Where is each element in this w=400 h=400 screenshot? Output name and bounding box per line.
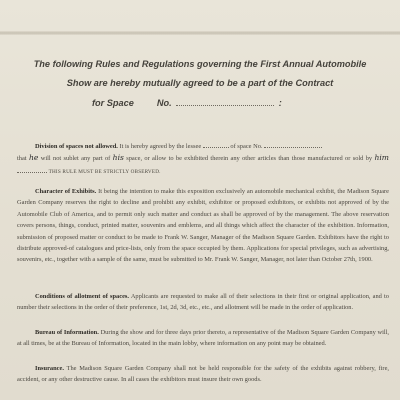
section-heading: Character of Exhibits. bbox=[35, 188, 97, 195]
section-text: will not sublet any part of bbox=[40, 155, 111, 163]
section-text: During the show and for three days prior thereto, a representative of the Madison Square Garden Company will, at all times, be at the Bureau of Information, located in the main lobby, where information on any point may be obtained. bbox=[17, 329, 390, 348]
space-number-blank bbox=[176, 97, 274, 106]
section-conditions-of-allotment bbox=[17, 291, 389, 314]
title-line-2: Show are hereby mutually agreed to be a part of the Contract bbox=[66, 78, 334, 88]
blank bbox=[203, 140, 229, 148]
section-division-of-spaces bbox=[17, 140, 389, 178]
section-heading: Conditions of allotment of spaces. bbox=[35, 293, 129, 300]
section-heading: Bureau of Information. bbox=[35, 329, 99, 336]
blank bbox=[17, 165, 47, 173]
section-character-of-exhibits bbox=[17, 186, 389, 266]
handwritten-entry: him bbox=[374, 153, 389, 163]
blank bbox=[264, 140, 322, 148]
rule-notice: THIS RULE MUST BE STRICTLY OBSERVED. bbox=[48, 168, 161, 175]
handwritten-entry: he bbox=[28, 153, 39, 163]
handwritten-entry: his bbox=[112, 153, 124, 163]
section-heading: Insurance. bbox=[35, 365, 64, 372]
section-insurance bbox=[17, 363, 389, 386]
paper-fold bbox=[0, 31, 400, 35]
section-text: that bbox=[17, 155, 27, 163]
section-text: of space No. bbox=[230, 143, 263, 150]
title-line-3-prefix: for Space bbox=[92, 98, 134, 108]
section-text: The Madison Square Garden Company shall not be held responsible for the safety of the exhibits against robbery, fire, accident, or any other destructive cause. In all cases the exhibitors must insure their own goods. bbox=[17, 365, 389, 384]
title-line-3 bbox=[92, 97, 282, 108]
title-line-3-no: No. bbox=[156, 98, 172, 108]
section-text: It being the intention to make this exposition exclusively an automobile mechanical exhibit, the Madison Square Garden Company reserves the right to decline and prohibit any exhibit, exhibitor or proposed exhibitors, or exhibits not approved of by the Automobile Club of America, and to permit only such matter and conduct as shall be approved of by the management. The above reservation covers persons, things, conduct, printed matter, souvenirs and emblems, and all things which affect the character of the exhibition. Information, submission of proposed matter or conduct to be made to Frank W. Sanger, Manager of the Madison Square Garden. Exhibitors have the right to distribute approved-of catalogues and price-lists, only from the space occupied by them. Applications for special privileges, such as advertising, souvenirs, etc., together with a sample of the same, must be submitted to Mr. Frank W. Sanger, Manager, not later than October 27th, 1900. bbox=[17, 188, 389, 264]
section-bureau-of-information bbox=[17, 327, 389, 350]
title-line-3-suffix: : bbox=[278, 98, 282, 108]
section-text: It is hereby agreed by the lessee bbox=[119, 143, 202, 150]
section-text: space, or allow to be exhibited therein any other articles than those manufactured or sold by bbox=[126, 155, 373, 163]
title-line-1: The following Rules and Regulations governing the First Annual Automobile bbox=[33, 59, 367, 69]
section-text: Applicants are requested to make all of their selections in their first or original application, and to number their selections in the order of their preference, 1st, 2d, 3d, etc., etc., and allotment will be made in the order of application. bbox=[17, 293, 390, 312]
section-heading: Division of spaces not allowed. bbox=[35, 143, 118, 150]
